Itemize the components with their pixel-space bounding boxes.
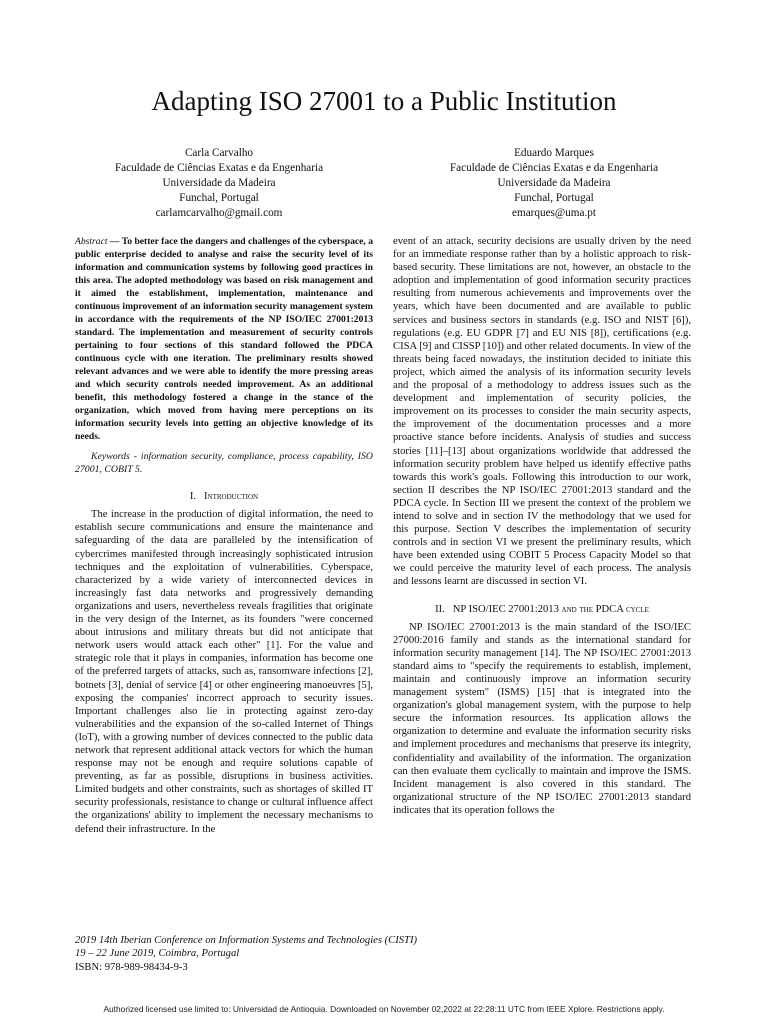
abstract-lead: Abstract (75, 236, 108, 247)
author-location: Funchal, Portugal (514, 192, 594, 204)
abstract (75, 235, 373, 443)
section-heading-standard (393, 603, 691, 616)
author-block-2 (390, 146, 718, 221)
author-university: Universidade da Madeira (162, 177, 276, 189)
author-affiliation: Faculdade de Ciências Exatas e da Engenharia (114, 162, 324, 174)
author-name: Carla Carvalho (184, 147, 254, 159)
conference-dates: 19 – 22 June 2019, Coimbra, Portugal (75, 948, 240, 960)
section-number: II. (435, 603, 445, 615)
author-block-1 (60, 146, 378, 221)
paper-title: Adapting ISO 27001 to a Public Institution (151, 86, 617, 116)
section-title-a: NP ISO/IEC 27001:2013 (452, 603, 559, 615)
keywords: Keywords - information security, compliance, process capability, ISO 27001, COBIT 5. (75, 451, 373, 476)
conference-name: 2019 14th Iberian Conference on Information Systems and Technologies (CISTI) (75, 935, 418, 946)
abstract-text: — To better face the dangers and challenges of the cyberspace, a public enterprise decided to analyse and raise the security level of its information and communication systems by following good practices in this area. The adopted methodology was based on risk management and it aimed the establishment, implementation, maintenance and continuous improvement of an information security management system in accordance with the requirements of the NP ISO/IEC 27001:2013 standard. The implementation and measurement of security controls pertaining to four sections of this standard followed the PDCA continuous cycle with one iteration. The preliminary results showed relevant advances and we were able to identify the more pressing areas and which security controls needed improvement. As an additional benefit, this methodology fostered a change in the stance of the organization, which moved from having mere perceptions on its information security levels into getting an objective knowledge of its needs. (75, 236, 374, 442)
section-heading-introduction (75, 490, 373, 503)
author-name: Eduardo Marques (514, 147, 594, 159)
introduction-paragraph-continued: event of an attack, security decisions are usually driven by the need for an immediate response rather than by a holistic approach to risk-based security. These limitations are not, however, an obstacle to the adoption and implementation of good information security practices resulting from numerous achievements and improvements over the years, which have been documented and are available to public services and business sectors in standards (e.g. ISO and NIST [6]), regulations (e.g. EU GDPR [7] and EU NIS [8]), certifications (e.g. CISA [9] and CISSP [10]) and other related documents. In view of the threats being faced nowadays, the institution decided to initiate this project, which aimed the analysis of its information security levels and the proposal of a methodology to address issues such as the development and implementation of security policies, the improvement on its processes to consider the main security aspects, the improvement of the documentation processes and a more proactive stance before incidents. Analysis of studies and success stories [11]–[13] about organizations worldwide that addressed the information security problem have helped us identify effective paths towards this work's goals. Following this introduction to our work, section II describes the NP ISO/IEC 27001:2013 standard and the PDCA cycle. In Section III we present the context of the problem we intend to solve and in section IV the methodology that we used for this purpose. Section V describes the implementation of security controls and in section VI we present the preliminary results, which have been extended using COBIT 5 Process Capacity Model so that we could perceive the maturity level of each process. The analysis and lessons learnt are discussed in section VI. (393, 236, 691, 588)
author-university: Universidade da Madeira (497, 177, 611, 189)
isbn: ISBN: 978-989-98434-9-3 (75, 961, 188, 973)
author-email: emarques@uma.pt (512, 207, 596, 219)
left-column (75, 235, 373, 836)
section-number: I. (189, 491, 197, 503)
conference-footnote (75, 934, 417, 974)
introduction-paragraph: The increase in the production of digital information, the need to establish secure communications and ensure the maintenance and safeguarding of the data are paralleled by the intensification of cybercrimes manifested through increasingly sophisticated intrusion techniques and the exploitation of vulnerabilities. Cyberspace, characterized by a wide variety of interconnected devices in increasingly fast data networks and progressively demanding organizations and users, nevertheless reveals fragilities that originate in the very design of the Internet, as its founders "were concerned about intrusions and military threats but did not anticipate that network users would attack each other" [1]. For the value and strategic role that it plays in companies, information has become one of the preferred targets of attacks, such as, ransomware infections [2], botnets [3], denial of service [4] or other engineering manoeuvres [5], exposing the companies' incorrect approach to security issues. Important challenges also lie in protecting against zero-day vulnerabilities and the expansion of the so-called Internet of Things (IoT), with a growing number of devices connected to the public data network that represent additional attack vectors for which the human response may not be enough and require solutions capable of preventing, as far as possible, disruptions in business activities. Limited budgets and other constraints, such as shortages of skilled IT security professionals, resistance to change or cultural influence affect the organizations' ability to implement the necessary mechanisms to defend their infrastructure. In the (75, 509, 373, 835)
right-column (393, 235, 691, 817)
standard-paragraph: NP ISO/IEC 27001:2013 is the main standard of the ISO/IEC 27000:2016 family and stands as the international standard for information security management [14]. The NP ISO/IEC 27001:2013 standard aims to "specify the requirements to establish, implement, maintain and continuously improve an information security management system" (ISMS) [15] that is integrated into the organization's global management system, with the purpose to help secure the information resources. Its application allows the organization to determine and evaluate the information security risks and implement procedures and mechanisms that preserve its integrity, confidentiality and availability of the information. The organization can then evaluate them cyclically to maintain and improve the ISMS. Incident management is also covered in this standard. The organizational structure of the NP ISO/IEC 27001:2013 standard indicates that its operation follows the (393, 621, 691, 816)
author-location: Funchal, Portugal (179, 192, 259, 204)
section-title: Introduction (204, 491, 259, 503)
author-email: carlamcarvalho@gmail.com (155, 207, 283, 219)
license-notice: Authorized licensed use limited to: Universidad de Antioquia. Downloaded on November 02,2022 at 22:28:11 UTC from IEEE Xplore. Restrictions apply. (103, 1004, 665, 1014)
section-title-b: and the PDCA cycle (561, 603, 649, 615)
author-affiliation: Faculdade de Ciências Exatas e da Engenharia (449, 162, 659, 174)
